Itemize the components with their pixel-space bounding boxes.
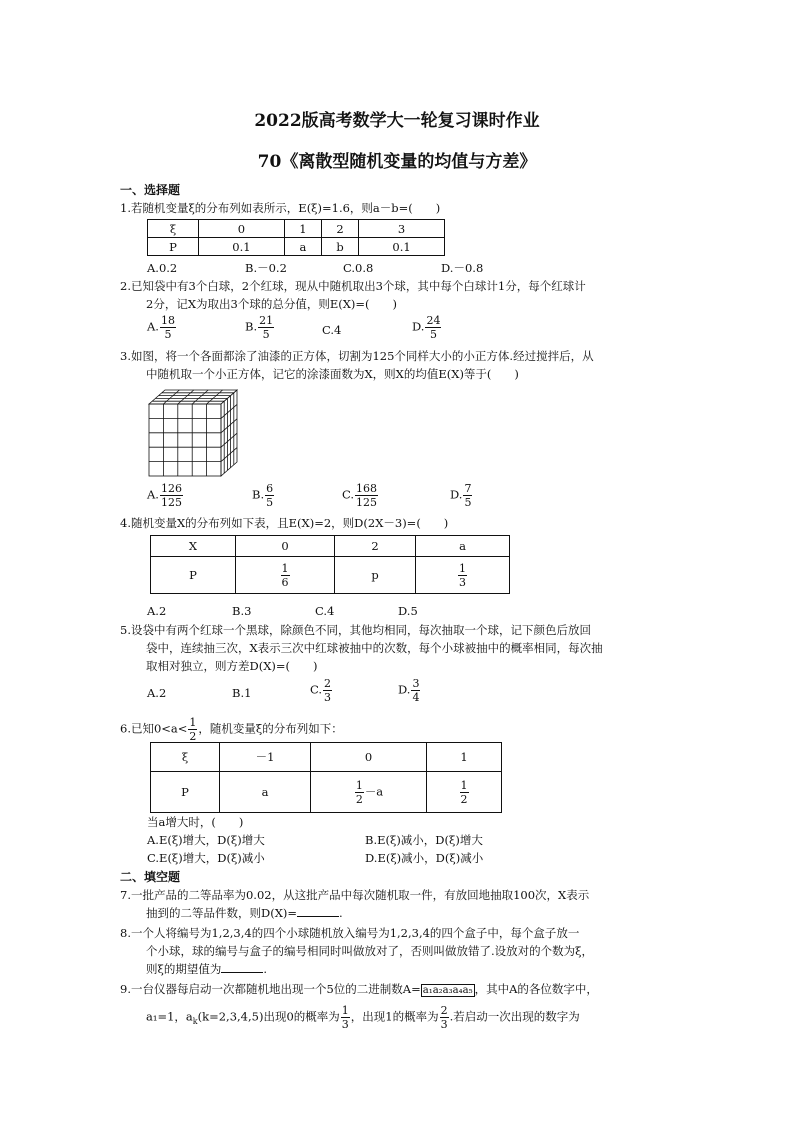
section-choice: 一、选择题: [120, 183, 181, 197]
q5-option-d: [398, 677, 421, 704]
q3-option-d-frac: [463, 482, 472, 509]
page-title: 2022版高考数学大一轮复习课时作业: [254, 111, 540, 131]
q4-p2: p: [335, 557, 416, 594]
q6-p2-suffix: －a: [364, 784, 384, 798]
q5-option-c-label: C.: [310, 682, 323, 697]
q6-p2-den: 2: [355, 792, 363, 806]
q6-p-label: P: [151, 772, 220, 813]
q2-option-b-frac: [258, 314, 274, 341]
q6-p2: [311, 772, 427, 813]
q1-cell-2: a: [284, 238, 321, 256]
q4-option-c: C.4: [315, 604, 335, 618]
q2-option-d-den: 5: [429, 328, 437, 341]
q5-option-d-label: D.: [398, 682, 411, 697]
q7-answer-blank: [297, 905, 339, 917]
q6-p3: [427, 772, 502, 813]
q2-option-c: C.4: [322, 323, 342, 337]
q9-line-2-sub: k: [192, 1016, 198, 1026]
q7-line-1: 7.一批产品的二等品率为0.02，从这批产品中每次随机取一件，有放回地抽取100次，X表示: [120, 888, 590, 902]
q2-option-a-label: A.: [147, 319, 159, 334]
q2-option-b-num: 21: [259, 314, 274, 327]
q6-table: [150, 742, 502, 813]
q3-option-b-label: B.: [252, 487, 265, 502]
q4-p1-frac: [281, 562, 290, 589]
q4-option-b: B.3: [232, 604, 252, 618]
q6-after: 当a增大时，( ): [147, 815, 244, 829]
q3-option-c-num: 168: [356, 482, 378, 495]
q6-stem-pre: 6.已知0<a<: [120, 721, 188, 736]
q2-option-b-label: B.: [245, 319, 258, 334]
q9-frac-2: [440, 1004, 449, 1031]
q5-option-c-num: 2: [324, 677, 332, 690]
q6-p3-den: 2: [460, 792, 468, 806]
q4-p3-den: 3: [459, 575, 466, 589]
q5-option-c-den: 3: [324, 691, 332, 704]
q3-option-c-label: C.: [342, 487, 355, 502]
q1-table: [147, 219, 445, 256]
section-fill: 二、填空题: [120, 870, 181, 884]
q3-option-a: [147, 482, 184, 509]
q1-cell-4: 0.1: [359, 238, 445, 256]
q3-option-b: [252, 482, 275, 509]
q9-line-2-b: (k=2,3,4,5)出现0的概率为: [197, 1009, 340, 1024]
q5-stem-2: 袋中，连续抽三次，X表示三次中红球被抽中的次数，每个小球被抽中的概率相同，每次抽: [146, 641, 603, 655]
q5-stem-3: 取相对独立，则方差D(X)=( ): [146, 659, 318, 673]
q6-stem-frac-num: 1: [189, 716, 197, 729]
q6-p2-frac: [355, 779, 364, 806]
q2-option-a-den: 5: [164, 328, 172, 341]
q2-option-a: [147, 314, 177, 341]
q3-option-b-den: 5: [266, 496, 274, 509]
q9-line-2-c: ，出现1的概率为: [350, 1009, 439, 1024]
q2-stem-1: 2.已知袋中有3个白球，2个红球，现从中随机取出3个球，其中每个白球计1分，每个红球计: [120, 279, 586, 293]
q2-option-a-num: 18: [160, 314, 175, 327]
q5-option-d-num: 3: [412, 677, 420, 690]
q6-stem-post: ，随机变量ξ的分布列如下：: [198, 721, 343, 736]
q6-head-0: ξ: [151, 743, 220, 772]
q8-line-3-end: .: [263, 962, 267, 976]
q9-frac-2-num: 2: [440, 1004, 448, 1017]
q1-option-c: C.0.8: [343, 261, 374, 275]
q6-option-b: B.E(ξ)减小，D(ξ)增大: [365, 833, 483, 847]
q6-option-a: A.E(ξ)增大，D(ξ)增大: [147, 833, 265, 847]
q4-p1-num: 1: [281, 561, 289, 575]
q1-option-d: D.－0.8: [441, 261, 484, 275]
q3-option-d-label: D.: [450, 487, 463, 502]
q1-head-2: 1: [284, 220, 321, 238]
q3-option-c: [342, 482, 379, 509]
q6-head-3: 1: [427, 743, 502, 772]
q2-option-d-frac: [425, 314, 441, 341]
q2-option-d-num: 24: [426, 314, 441, 327]
q1-head-4: 3: [359, 220, 445, 238]
q6-head-1: －1: [220, 743, 311, 772]
q6-head-2: 0: [311, 743, 427, 772]
q5-option-d-frac: [411, 677, 420, 704]
q5-option-b: B.1: [232, 686, 252, 700]
q2-option-a-frac: [160, 314, 176, 341]
q5-option-c-frac: [323, 677, 332, 704]
q6-option-d: D.E(ξ)减小，D(ξ)减小: [365, 851, 484, 865]
q8-answer-blank: [221, 961, 263, 973]
q2-option-b: [245, 314, 275, 341]
q1-cell-1: 0.1: [199, 238, 285, 256]
q6-p3-num: 1: [460, 778, 468, 792]
q9-line-2-d: .若启动一次出现的数字为: [449, 1009, 580, 1024]
q3-option-c-frac: [355, 482, 378, 509]
q4-stem: 4.随机变量X的分布列如下表，且E(X)=2，则D(2X－3)=( ): [120, 516, 449, 530]
q3-option-a-frac: [160, 482, 183, 509]
q1-option-a: A.0.2: [147, 261, 178, 275]
q3-option-a-label: A.: [147, 487, 159, 502]
q9-frac-2-den: 3: [440, 1018, 448, 1031]
q5-option-a: A.2: [147, 686, 167, 700]
q4-option-d: D.5: [398, 604, 418, 618]
q6-stem-frac-den: 2: [189, 730, 197, 743]
q3-option-a-num: 126: [160, 482, 182, 495]
q2-option-d: [412, 314, 442, 341]
q4-head-2: 2: [335, 536, 416, 557]
q6-p3-frac: [460, 779, 469, 806]
q3-option-b-num: 6: [266, 482, 274, 495]
q3-option-b-frac: [265, 482, 274, 509]
q5-option-d-den: 4: [412, 691, 420, 704]
q3-option-d-num: 7: [464, 482, 472, 495]
q9-binary-number: a₁a₂a₃a₄a₅: [422, 985, 473, 996]
q1-cell-3: b: [321, 238, 358, 256]
q9-frac-1: [341, 1004, 350, 1031]
q8-line-3: [146, 961, 267, 977]
q2-option-d-label: D.: [412, 319, 425, 334]
q7-line-2-text: 抽到的二等品件数，则D(X)=: [146, 906, 298, 920]
q3-stem-1: 3.如图，将一个各面都涂了油漆的正方体，切割为125个同样大小的小正方体.经过搅拌后，从: [120, 349, 594, 363]
q1-head-1: 0: [199, 220, 285, 238]
q9-line-2-a: a₁=1，a: [146, 1009, 193, 1024]
q4-p-label: P: [151, 557, 236, 594]
q4-p3-frac: [458, 562, 467, 589]
q1-cell-0: P: [148, 238, 199, 256]
q3-stem-2: 中随机取一个小正方体，记它的涂漆面数为X，则X的均值E(X)等于( ): [146, 367, 519, 381]
q6-option-c: C.E(ξ)增大，D(ξ)减小: [147, 851, 265, 865]
q1-head-0: ξ: [148, 220, 199, 238]
q9-line-2: [146, 1004, 580, 1031]
q2-option-b-den: 5: [262, 328, 270, 341]
q4-p1-den: 6: [281, 575, 289, 589]
q9-line-1-post: ，其中A的各位数字中，: [474, 982, 598, 996]
cube-figure: [147, 388, 243, 480]
q4-table: [150, 535, 510, 594]
q4-p3: [416, 557, 510, 594]
q4-head-0: X: [151, 536, 236, 557]
q7-line-2: [146, 905, 343, 921]
q6-stem-frac: [188, 716, 197, 743]
q6-p2-num: 1: [355, 778, 363, 792]
q9-frac-1-den: 3: [341, 1018, 349, 1031]
q4-p3-num: 1: [459, 561, 466, 575]
q1-head-3: 2: [321, 220, 358, 238]
q7-line-2-end: .: [339, 906, 343, 920]
q5-stem-1: 5.设袋中有两个红球一个黑球，除颜色不同，其他均相同，每次抽取一个球，记下颜色后放回: [120, 623, 591, 637]
q8-line-3-text: 则ξ的期望值为: [146, 962, 222, 976]
q4-p1: [236, 557, 335, 594]
q3-option-a-den: 125: [160, 496, 182, 509]
q1-stem: 1.若随机变量ξ的分布列如表所示，E(ξ)=1.6，则a－b=( ): [120, 201, 441, 215]
q9-line-1-pre: 9.一台仪器每启动一次都随机地出现一个5位的二进制数A=: [120, 982, 421, 996]
q6-p1: a: [220, 772, 311, 813]
q3-option-d-den: 5: [464, 496, 472, 509]
q4-option-a: A.2: [147, 604, 167, 618]
q6-stem: [120, 716, 343, 743]
q3-option-c-den: 125: [356, 496, 378, 509]
q9-line-1: [120, 981, 598, 999]
q8-line-2: 个小球，球的编号与盒子的编号相同时叫做放对了，否则叫做放错了.设放对的个数为ξ，: [146, 944, 593, 958]
q8-line-1: 8.一个人将编号为1,2,3,4的四个小球随机放入编号为1,2,3,4的四个盒子中，每个盒子放一: [120, 926, 580, 940]
q4-head-1: 0: [236, 536, 335, 557]
page-subtitle: 70《离散型随机变量的均值与方差》: [257, 152, 537, 172]
q1-option-b: B.－0.2: [245, 261, 287, 275]
q2-stem-2: 2分，记X为取出3个球的总分值，则E(X)=( ): [146, 297, 397, 311]
q4-head-3: a: [416, 536, 510, 557]
q3-option-d: [450, 482, 473, 509]
q5-option-c: [310, 677, 333, 704]
q9-frac-1-num: 1: [341, 1004, 349, 1017]
